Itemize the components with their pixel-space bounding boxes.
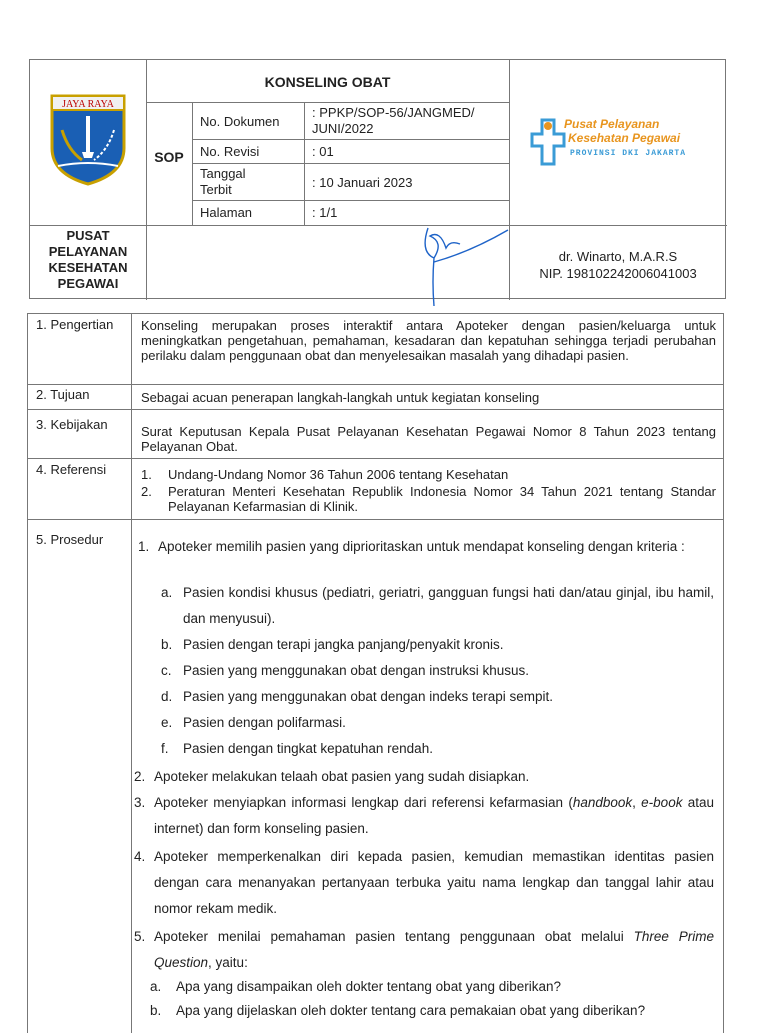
step-5-sub-b: Apa yang dijelaskan oleh dokter tentang cara pemakaian obat yang diberikan? [176, 1003, 646, 1018]
ppkp-logo-line1: Pusat Pelayanan [564, 117, 660, 131]
step-4: Apoteker memperkenalkan diri kepada pasien, kemudian memastikan identitas pasien dengan cara menanyakan pertanyaan terbuka yaitu nama lengkap dan tanggal lahir atau nomor rekam medik. [154, 849, 714, 916]
field-label-halaman: Halaman [200, 205, 253, 220]
ppkp-logo-line3: PROVINSI DKI JAKARTA [570, 149, 687, 158]
crest-motto: JAYA RAYA [62, 99, 114, 110]
section-text-tujuan: Sebagai acuan penerapan langkah-langkah untuk kegiatan konseling [141, 390, 540, 405]
step-2: Apoteker melakukan telaah obat pasien yang sudah disiapkan. [154, 769, 530, 784]
sub-a: a. [161, 585, 173, 600]
field-label-tanggal: Tanggal Terbit [200, 166, 246, 197]
sub-b: b. [161, 637, 173, 652]
sop-header-table [29, 59, 726, 299]
step-5-text-a: Apoteker menilai pemahaman pasien tentang penggunaan obat melalui [154, 929, 634, 944]
step-1-sub-b: Pasien dengan terapi jangka panjang/penyakit kronis. [183, 637, 504, 652]
section-label-tujuan: 2. Tujuan [36, 387, 90, 402]
section-label-pengertian: 1. Pengertian [36, 317, 114, 332]
ref-item-2: Peraturan Menteri Kesehatan Republik Indonesia Nomor 34 Tahun 2021 tentang Standar Pelayanan Kefarmasian di Klinik. [168, 484, 716, 514]
sub5-b: b. [150, 1003, 162, 1018]
step-num-3: 3. [134, 795, 146, 810]
ref-item-1: Undang-Undang Nomor 36 Tahun 2006 tentang Kesehatan [168, 467, 509, 482]
step-3-ebook: e-book [641, 795, 683, 810]
signature-scribble [390, 222, 520, 312]
field-value-tanggal: : 10 Januari 2023 [312, 175, 413, 190]
ppkp-logo [530, 114, 710, 178]
step-num-2: 2. [134, 769, 146, 784]
ref-num-1: 1. [141, 467, 152, 482]
signatory-nip: NIP. 198102242006041003 [539, 266, 697, 281]
field-value-revisi: : 01 [312, 144, 334, 159]
step-num-5: 5. [134, 929, 146, 944]
step-num-1: 1. [138, 539, 150, 554]
field-label-dokumen: No. Dokumen [200, 114, 280, 129]
jakarta-crest-icon [48, 90, 128, 186]
sub-d: d. [161, 689, 173, 704]
section-label-prosedur: 5. Prosedur [36, 532, 104, 547]
step-5-three-prime: Three Prime Question [154, 929, 714, 970]
ref-num-2: 2. [141, 484, 152, 499]
sop-content-table [27, 313, 724, 1033]
section-label-kebijakan: 3. Kebijakan [36, 417, 108, 432]
field-value-halaman: : 1/1 [312, 205, 338, 220]
org-name: PUSAT PELAYANAN KESEHATAN PEGAWAI [48, 228, 128, 291]
step-1-sub-d: Pasien yang menggunakan obat dengan indeks terapi sempit. [183, 689, 554, 704]
step-1-sub-e: Pasien dengan polifarmasi. [183, 715, 346, 730]
sub-c: c. [161, 663, 172, 678]
step-1-sub-f: Pasien dengan tingkat kepatuhan rendah. [183, 741, 433, 756]
document-title: KONSELING OBAT [264, 74, 391, 90]
step-3-text-a: Apoteker menyiapkan informasi lengkap dari referensi kefarmasian ( [154, 795, 573, 810]
section-text-pengertian: Konseling merupakan proses interaktif antara Apoteker dengan pasien/keluarga untuk meningkatkan pengetahuan, pemahaman, kesadaran dan kepatuhan sehingga terjadi perubahan perilaku dalam penggunaan obat dan menyelesaikan masalah yang dihadapi pasien. [141, 318, 716, 363]
step-3 [154, 790, 714, 842]
ppkp-logo-line2: Kesehatan Pegawai [568, 131, 681, 145]
health-cross-icon [530, 118, 566, 166]
signatory-name: dr. Winarto, M.A.R.S [558, 249, 678, 264]
step-5-text-b: , yaitu: [208, 955, 248, 970]
field-label-revisi: No. Revisi [200, 144, 260, 159]
sub5-a: a. [150, 979, 162, 994]
field-value-dokumen: : PPKP/SOP-56/JANGMED/ JUNI/2022 [312, 105, 475, 136]
step-1-sub-a: Pasien kondisi khusus (pediatri, geriatri, gangguan fungsi hati dan/atau ginjal, ibu hamil, dan menyusui). [183, 585, 714, 626]
step-3-text-b: , [632, 795, 642, 810]
step-3-text-c: atau internet) dan form konseling pasien. [154, 795, 714, 836]
section-label-referensi: 4. Referensi [36, 462, 107, 477]
step-1: Apoteker memilih pasien yang diprioritaskan untuk mendapat konseling dengan kriteria : [158, 539, 685, 554]
step-5 [154, 924, 714, 976]
sub-f: f. [161, 741, 169, 756]
step-5-sub-a: Apa yang disampaikan oleh dokter tentang obat yang diberikan? [176, 979, 562, 994]
section-text-kebijakan: Surat Keputusan Kepala Pusat Pelayanan Kesehatan Pegawai Nomor 8 Tahun 2023 tentang Pelayanan Obat. [141, 424, 716, 454]
step-1-sub-c: Pasien yang menggunakan obat dengan instruksi khusus. [183, 663, 529, 678]
step-num-4: 4. [134, 849, 146, 864]
sop-label: SOP [154, 149, 184, 165]
sub-e: e. [161, 715, 173, 730]
step-3-handbook: handbook [572, 795, 633, 810]
